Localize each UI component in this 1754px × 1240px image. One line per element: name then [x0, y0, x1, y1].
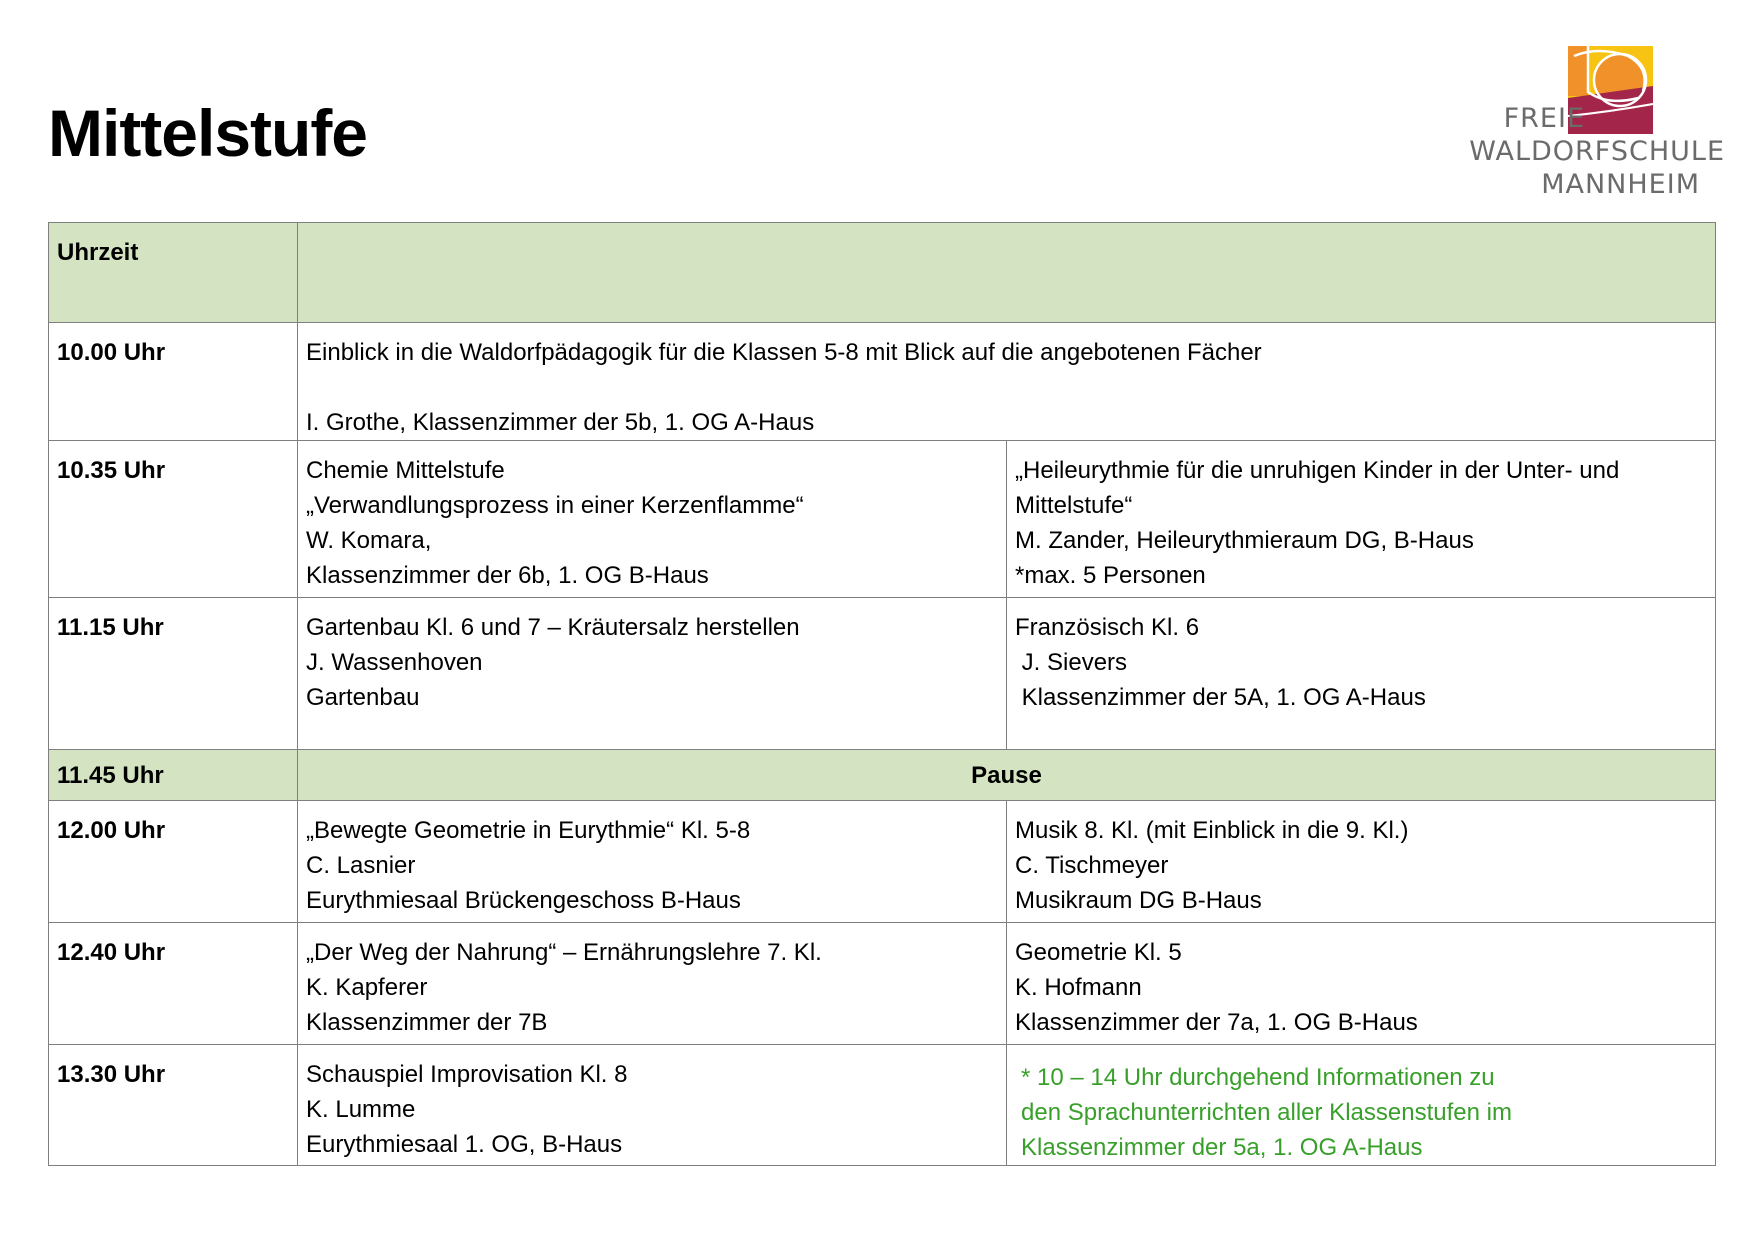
- note-line: Klassenzimmer der 5a, 1. OG A-Haus: [1021, 1134, 1423, 1161]
- session-line: Mittelstufe“: [1015, 492, 1133, 519]
- session-line: [306, 370, 1707, 405]
- session-line: „Heileurythmie für die unruhigen Kinder in der Unter- und: [1015, 457, 1620, 484]
- table-header-row: [49, 223, 1716, 323]
- session-cell-left: [298, 598, 1007, 750]
- session-line: Schauspiel Improvisation Kl. 8: [306, 1061, 628, 1088]
- session-line: Eurythmiesaal 1. OG, B-Haus: [306, 1131, 623, 1158]
- note-line: * 10 – 14 Uhr durchgehend Informationen zu: [1021, 1064, 1495, 1091]
- table-row: [49, 1045, 1716, 1166]
- school-logo: [1455, 46, 1725, 206]
- session-cell-right: [1007, 598, 1716, 750]
- schedule-table: [48, 222, 1716, 1166]
- page-title: Mittelstufe: [48, 96, 367, 170]
- session-line: C. Lasnier: [306, 852, 416, 879]
- session-line: W. Komara,: [306, 527, 432, 554]
- table-row: [49, 801, 1716, 923]
- session-line: Musik 8. Kl. (mit Einblick in die 9. Kl.): [1015, 817, 1409, 844]
- header-time-cell: Uhrzeit: [49, 223, 298, 323]
- session-line: „Der Weg der Nahrung“ – Ernährungslehre 7. Kl.: [306, 939, 822, 966]
- session-cell-left: [298, 1045, 1007, 1166]
- session-line: Geometrie Kl. 5: [1015, 939, 1182, 966]
- session-cell-wide: [298, 323, 1716, 441]
- table-row: [49, 441, 1716, 598]
- language-info-note: [1007, 1045, 1716, 1166]
- time-cell: 12.00 Uhr: [49, 801, 298, 923]
- session-line: Gartenbau Kl. 6 und 7 – Kräutersalz herstellen: [306, 614, 800, 641]
- logo-text-line: FREIE: [1503, 103, 1585, 134]
- time-cell: 11.45 Uhr: [49, 750, 298, 801]
- session-line: „Verwandlungsprozess in einer Kerzenflamme“: [306, 492, 804, 519]
- time-cell: 13.30 Uhr: [49, 1045, 298, 1166]
- table-row: [49, 323, 1716, 441]
- session-cell-right: [1007, 441, 1716, 598]
- session-cell-right: [1007, 923, 1716, 1045]
- session-line: K. Lumme: [306, 1096, 416, 1123]
- session-line: Klassenzimmer der 6b, 1. OG B-Haus: [306, 562, 709, 589]
- session-line: Chemie Mittelstufe: [306, 457, 505, 484]
- time-cell: 12.40 Uhr: [49, 923, 298, 1045]
- header-empty-cell: [298, 223, 1716, 323]
- session-line: Französisch Kl. 6: [1015, 614, 1200, 641]
- pause-row: [49, 750, 1716, 801]
- logo-text-line: WALDORFSCHULE: [1469, 136, 1725, 167]
- time-cell: 10.00 Uhr: [49, 323, 298, 441]
- session-line: Eurythmiesaal Brückengeschoss B-Haus: [306, 887, 741, 914]
- session-line: K. Hofmann: [1015, 974, 1142, 1001]
- table-row: [49, 598, 1716, 750]
- session-cell-left: [298, 923, 1007, 1045]
- session-line: J. Sievers: [1015, 649, 1128, 676]
- table-row: [49, 923, 1716, 1045]
- session-line: M. Zander, Heileurythmieraum DG, B-Haus: [1015, 527, 1474, 554]
- logo-text-line: MANNHEIM: [1541, 169, 1700, 200]
- session-line: Klassenzimmer der 7B: [306, 1009, 548, 1036]
- session-line: K. Kapferer: [306, 974, 428, 1001]
- session-line: *max. 5 Personen: [1015, 562, 1206, 589]
- session-line: Klassenzimmer der 5A, 1. OG A-Haus: [1015, 684, 1426, 711]
- session-line: Klassenzimmer der 7a, 1. OG B-Haus: [1015, 1009, 1418, 1036]
- session-line: „Bewegte Geometrie in Eurythmie“ Kl. 5-8: [306, 817, 751, 844]
- session-line: I. Grothe, Klassenzimmer der 5b, 1. OG A-Haus: [306, 409, 815, 436]
- session-cell-right: [1007, 801, 1716, 923]
- session-cell-left: [298, 801, 1007, 923]
- session-line: J. Wassenhoven: [306, 649, 483, 676]
- session-line: Einblick in die Waldorfpädagogik für die Klassen 5-8 mit Blick auf die angebotenen Fächer: [306, 339, 1262, 366]
- time-cell: 10.35 Uhr: [49, 441, 298, 598]
- session-line: Gartenbau: [306, 684, 420, 711]
- note-line: den Sprachunterrichten aller Klassenstufen im: [1021, 1099, 1512, 1126]
- time-cell: 11.15 Uhr: [49, 598, 298, 750]
- session-line: Musikraum DG B-Haus: [1015, 887, 1262, 914]
- logo-text: [1469, 102, 1725, 201]
- pause-cell: Pause: [298, 750, 1716, 801]
- session-line: C. Tischmeyer: [1015, 852, 1169, 879]
- session-cell-left: [298, 441, 1007, 598]
